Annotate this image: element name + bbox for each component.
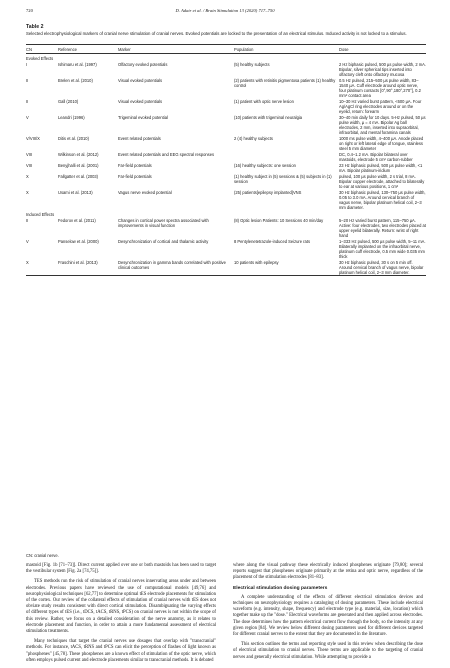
cell-dose: 0.5 Hz pulsed, 215–500 µs pulse width, 83–1540 µA. Cuff electrode around optic nerve, four platinum contacts [0°,90°,180°,270°], 0.2 mm² contact area xyxy=(339,77,421,98)
cell-marker: Event related potentials and EEG spectral responses xyxy=(118,151,215,157)
cell-cn: VIII xyxy=(26,162,33,168)
cell-marker: Olfactory evoked potentials xyxy=(118,61,168,67)
cell-cn: I xyxy=(26,61,28,67)
cell-dose: 5–20 Hz varied burst pattern, 115–750 µA. Active: four electrodes, two electrodes placed at upper eyelid bilaterally. Return: wrist of right hand xyxy=(339,217,426,238)
table-group-heading: Induced Effects xyxy=(26,211,55,217)
cell-population: (16) healthy subjects: one session xyxy=(234,162,296,168)
cell-cn: II xyxy=(26,98,29,104)
cell-reference: Fraschini et al. (2013) xyxy=(58,259,98,265)
cell-reference: Ishimaru et al. (1997) xyxy=(58,61,97,67)
table-row xyxy=(26,173,426,189)
cell-cn: X xyxy=(26,189,29,195)
body-paragraph: This section outlines the terms and reporting style used in this review when describing the dose of electrical stimulation to cranial nerves. These terms are applicable to the targeting of cranial nerves and generally electrical stimulation. While attempting to provide a xyxy=(233,642,423,660)
cell-reference: Leandri (1996) xyxy=(58,114,85,120)
cell-population: 10 patients with epilepsy xyxy=(234,259,279,265)
cell-marker: Visual evoked potentials xyxy=(118,98,163,104)
cell-dose: 1000 ms pulse width, 4–400 µA. Anode placed on right or left lateral edge of tongue, stainless steel 5 mm diameter xyxy=(339,135,424,151)
page-number: 720 xyxy=(26,8,33,13)
cell-reference: Usami et al. (2013) xyxy=(58,189,93,195)
table-row xyxy=(26,162,426,173)
cell-dose: 1–333 Hz pulsed, 500 µs pulse width, 5–11 mA. Bilaterally implanted on the infraorbital nerve, platinum cuff electrode, 0.5 mm wide 0.035 mm thick xyxy=(339,238,426,259)
cell-cn: X xyxy=(26,173,29,179)
cell-marker: Desynchronization in gamma bands correlated with positive clinical outcomes xyxy=(118,259,226,270)
section-heading: Electrical stimulation dosing parameters xyxy=(233,585,328,591)
table-footnote: CN: cranial nerve. xyxy=(26,553,59,558)
table-caption: Selected electrophysiological markers of cranial nerve stimulation of cranial nerves. Evoked potentials are locked to the presentation of an electrical stimulus. Induced activity is not locked to a stimulus. xyxy=(26,31,407,36)
cell-dose: 23 Hz biphasic pulsed, 500 µs pulse width, <1 mA. Bipolar platinum-iridium xyxy=(339,162,423,173)
body-paragraph: TES methods run the risk of stimulation of cranial nerves innervating areas under and between electrodes. Previous papers have reviewed the use of computational models [49,76] and neurophysiological techniques [62,77] to determine optimal tES electrode placements for stimulation of the cortex. Our review of the collateral effects of stimulation of cranial nerves with tES does not obviate study results consistent with direct cortical stimulation. Disambiguating the varying effects of different types of tES (i.e., tDCS, tACS, tRNS, tPCS) on cranial nerves is not within the scope of this review. Rather, we focus on a detailed consideration of the nerve anatomy, as it relates to electrode placement and function, in order to attain a more fundamental assessment of electrical stimulation treatments. xyxy=(26,579,216,635)
table-row xyxy=(26,238,426,259)
table-row xyxy=(26,77,426,98)
column-header-dose: Dose xyxy=(339,46,349,52)
cell-cn: V xyxy=(26,238,29,244)
cell-cn: II xyxy=(26,77,29,83)
cell-population: (1) patient with optic nerve lesion xyxy=(234,98,294,104)
cell-marker: Far-field potentials xyxy=(118,173,152,179)
cell-marker: Changes in cortical power spectra associated with improvements in visual function xyxy=(118,217,209,228)
cell-reference: Benyjhalli et al. (2001) xyxy=(58,162,99,168)
cell-dose: 30 Hz biphasic pulsed, 30 s on 5 min off. Around cervical branch of vagus nerve, bipolar platinum helical coil, 2–3 mm diameter. xyxy=(339,259,424,275)
cell-cn: II xyxy=(26,217,29,223)
cell-marker: Far-field potentials xyxy=(118,162,152,168)
cell-marker: Vagus nerve evoked potential xyxy=(118,189,172,195)
cell-population: 8 Pentylenetetrazole-induced Seizure rats xyxy=(234,238,311,244)
body-right-column xyxy=(233,563,423,665)
cell-marker: Trigeminal evoked potential xyxy=(118,114,168,120)
table-row xyxy=(26,61,426,77)
table-row xyxy=(26,217,426,238)
table-row xyxy=(26,151,426,162)
cell-population: (25) patients[epilepsy implanted]VNS xyxy=(234,189,302,195)
body-left-column xyxy=(26,563,216,668)
column-header-population: Population xyxy=(234,46,254,52)
table-row xyxy=(26,259,426,275)
cell-cn: VIII xyxy=(26,151,33,157)
cell-dose: DC, 0.4–1.2 mA. Bipolar bilateral over mastoids, electrode 5 cm² carbon-rubber xyxy=(339,151,413,162)
table-row xyxy=(26,114,426,135)
column-header-reference: Reference xyxy=(58,46,77,52)
cell-cn: V/VIII/X xyxy=(26,135,40,141)
table-body xyxy=(26,54,426,275)
cell-marker: Event related potentials xyxy=(118,135,161,141)
body-paragraph: Many techniques that target the cranial nerves use dosages that overlap with "transcranial" methods. For instance, tACS, tRNS and tPCS can elicit the perception of flashes of light known as "phosphenes" [45,78]. These phosphenes are a known effect of stimulation of the optic nerve, which often employs pulsed current and electrode placements similar to transcranial methods. It is debated xyxy=(26,639,216,663)
cell-dose: 10–30 Hz varied burst pattern, <600 µA. Four Ag/AgCl ring electrodes around or on the eyelid, return: forearm xyxy=(339,98,422,114)
cell-population xyxy=(234,152,339,162)
cell-marker: Visual evoked potentials xyxy=(118,77,163,83)
body-paragraph: where along the visual pathway these electrically induced phosphenes originate [79,80]; several reports suggest that phosphenes originate primarily at the retina and optic nerve, regardless of the placement of the stimulation electrodes [81–83]. xyxy=(233,563,423,581)
cell-population: (10) patients with trigeminal neuralgia xyxy=(234,114,303,120)
table-row xyxy=(26,189,426,210)
cell-reference: Ditis et al. (2010) xyxy=(58,135,89,141)
cell-marker: Desynchronization of cortical and thalamic activity xyxy=(118,238,209,244)
body-paragraph: A complete understanding of the effects of different electrical stimulation devices and techniques on neurophysiology requires a cataloging of dosing parameters. These include electrical waveform (e.g. intensity, shape, frequency) and electrode type (e.g. material, size, location) which together make up the "dose." Electrical waveforms are generated and then applied across electrodes. The dose determines how the pattern electrical current flow through the body, so the intensity at any given region [84]. We review below different dosing parameters used for different devices targeted for different cranial nerves to the extent that they are documented in the literature. xyxy=(233,594,423,638)
cell-reference: Fedorov et al. (2011) xyxy=(58,217,96,223)
body-paragraph: mastoid [Fig. 1b [71–73]]. Direct current applied over one or both mastoids has been used to target the vestibular system [Fig. 2a [74,75]]. xyxy=(26,563,216,575)
page-header xyxy=(26,8,424,18)
cell-reference: Wilkinson et al. (2012) xyxy=(58,151,99,157)
table-label: Table 2 xyxy=(26,24,44,30)
cell-dose: 30 Hz biphasic pulsed, 130–750 µs pulse width, 0.05 to 3.0 mA. Around cervical branch of vagus nerve, bipolar platinum helical coil, 2–3 mm diameter. xyxy=(339,189,426,210)
table-group-heading: Evoked Effects xyxy=(26,55,54,61)
cell-population: 2 (4) healthy subjects xyxy=(234,135,273,141)
cell-population: (8) Optic lesion Patients: 10 Sessions 40 min/day xyxy=(234,217,324,223)
cell-reference: Panselow et al. (2000) xyxy=(58,238,99,244)
cell-dose: 30–40 min daily for 10 days. 5-Hz pulsed, 50 µs pulse width, µ = 4 mA. Bipolar Ag ball electrodes, 2 mm, inserted into supraorbital, infraorbital, and mental foramina canals xyxy=(339,114,426,135)
column-header-marker: Marker xyxy=(118,46,131,52)
cell-cn: X xyxy=(26,259,29,265)
cell-reference: Brelen et al. (2010) xyxy=(58,77,93,83)
column-header-cn: CN xyxy=(26,46,32,52)
cell-reference: Fallgatter et al. (2003) xyxy=(58,173,99,179)
cell-population: (5) healthy subjects xyxy=(234,61,270,67)
cell-dose: 2 Hz biphasic pulsed, 500 µs pulse width, 2 mA. Bipolar, silver spherical tips inserted into olfactory cleft onto olfactory mucosa xyxy=(339,61,427,77)
cell-cn: V xyxy=(26,114,29,120)
cell-dose: pulsed, 100 µs pulse width, 2 s trial, 8 mA. Bipolar copper electrode, attached to bilaterally to ear at various positions, 1 cm² xyxy=(339,173,425,189)
cell-population: (1) healthy subject in (5) sessions & (5) subjects in (1) session xyxy=(234,173,332,184)
table-row xyxy=(26,98,426,114)
journal-citation: D. Adair et al. / Brain Stimulation 13 (2020) 717–750 xyxy=(175,8,275,13)
table-row xyxy=(26,135,426,151)
data-table xyxy=(26,44,426,276)
cell-population: (2) patients with retinitis pigmentosa patients (1) healthy control xyxy=(234,77,336,88)
table-header-row xyxy=(26,45,426,54)
cell-reference: Gall (2010) xyxy=(58,98,79,104)
